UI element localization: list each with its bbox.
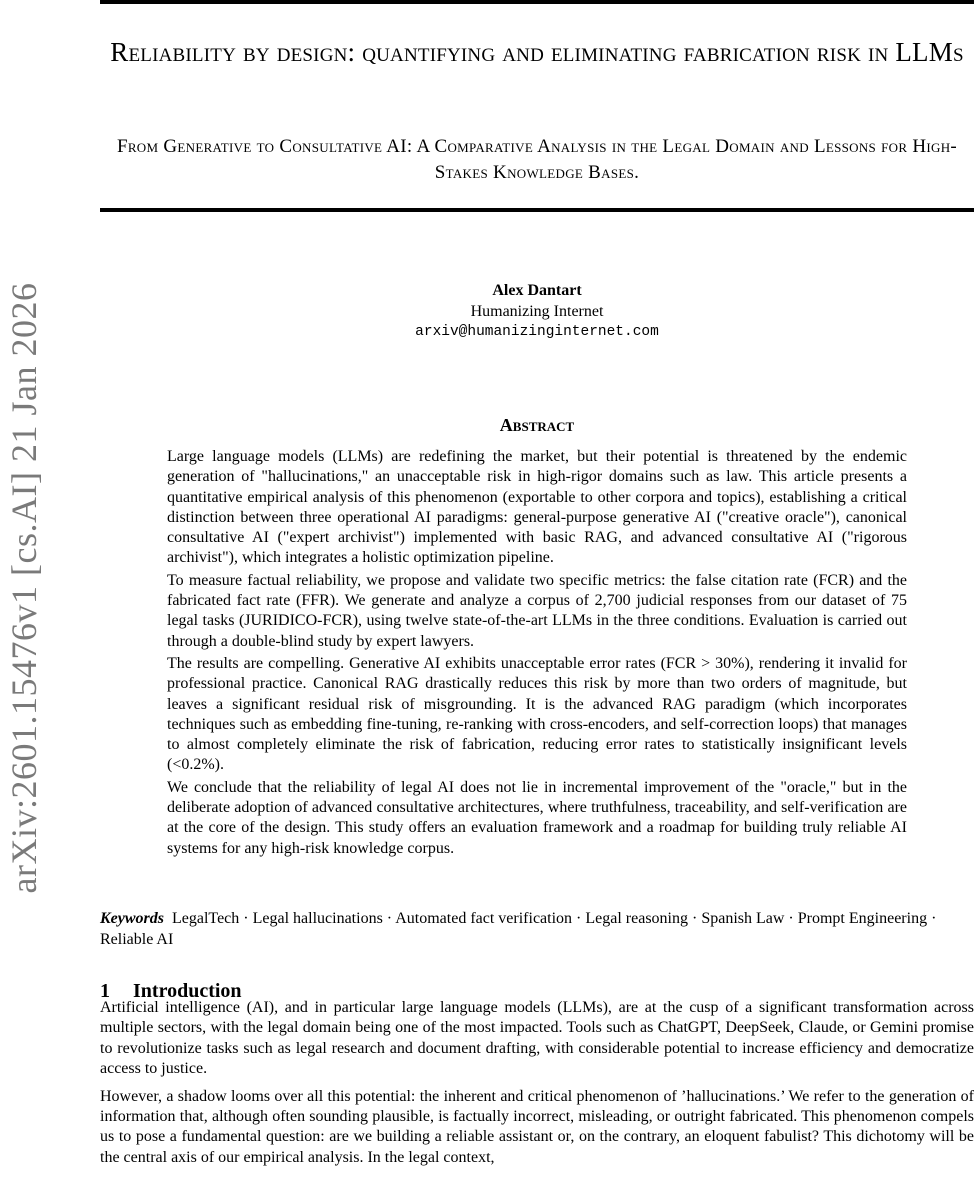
abstract-body — [167, 447, 907, 861]
abstract-paragraph: We conclude that the reliability of legal AI does not lie in incremental improvement of the "oracle," but in the deliberate adoption of advanced consultative architectures, where truthfulness, traceability, and self-verification are at the core of the design. This study offers an evaluation framework and a roadmap for building truly reliable AI systems for any high-risk knowledge corpus. — [167, 778, 907, 857]
abstract-paragraph: To measure factual reliability, we propose and validate two specific metrics: the false citation rate (FCR) and the fabricated fact rate (FFR). We generate and analyze a corpus of 2,700 judicial responses from our dataset of 75 legal tasks (JURIDICO-FCR), using twelve state-of-the-art LLMs in the three conditions. Evaluation is carried out through a double-blind study by expert lawyers. — [167, 571, 907, 650]
body-paragraph: Artificial intelligence (AI), and in particular large language models (LLMs), are at the cusp of a significant transformation across multiple sectors, with the legal domain being one of the most impacted. Tools such as ChatGPT, DeepSeek, Claude, or Gemini promise to revolutionize tasks such as legal research and document drafting, with considerable potential to increase efficiency and democratize access to justice. — [100, 999, 974, 1078]
author-affiliation: Humanizing Internet — [470, 303, 604, 320]
author-email[interactable]: arxiv@humanizinginternet.com — [415, 324, 659, 340]
body-paragraph: However, a shadow looms over all this potential: the inherent and critical phenomenon of ’hallucinations.’ We refer to the generation of information that, although often sounding plausible, is factually incorrect, misleading, or outright fabricated. This phenomenon compels us to pose a fundamental question: are we building a reliable assistant or, on the contrary, an eloquent fabulist? This dichotomy will be the central axis of our empirical analysis. In the legal context, — [100, 1087, 974, 1166]
arxiv-identifier: arXiv:2601.15476v1 [cs.AI] 21 Jan 2026 — [4, 282, 44, 894]
author-name: Alex Dantart — [492, 282, 582, 299]
section-title: Introduction — [133, 980, 242, 1002]
keywords-list: LegalTech · Legal hallucinations · Automated fact verification · Legal reasoning · Spanish Law · Prompt Engineering · Reliable AI — [100, 910, 937, 948]
title-rule-bottom — [100, 208, 974, 212]
keywords-label: Keywords — [100, 910, 164, 927]
paper-title: Reliability by design: quantifying and eliminating fabrication risk in LLMs — [110, 37, 964, 67]
abstract-paragraph: Large language models (LLMs) are redefining the market, but their potential is threatened by the endemic generation of "hallucinations," an unacceptable risk in high-rigor domains such as law. This article presents a quantitative empirical analysis of this phenomenon (exportable to other corpora and topics), establishing a critical distinction between three operational AI paradigms: general-purpose generative AI ("creative oracle"), canonical consultative AI ("expert archivist") implemented with basic RAG, and advanced consultative AI ("rigorous archivist"), which integrates a holistic optimization pipeline. — [167, 448, 907, 567]
abstract-paragraph: The results are compelling. Generative AI exhibits unacceptable error rates (FCR > 30%), rendering it invalid for professional practice. Canonical RAG drastically reduces this risk by more than two orders of magnitude, but leaves a significant residual risk of misgrounding. It is the advanced RAG paradigm (which incorporates techniques such as embedding fine-tuning, re-ranking with cross-encoders, and self-correction loops) that manages to almost completely eliminate the risk of fabrication, reducing error rates to statistically insignificant levels (<0.2%). — [167, 654, 907, 774]
section-body — [100, 998, 974, 1175]
section-number: 1 — [100, 980, 110, 1002]
paper-subtitle: From Generative to Consultative AI: A Comparative Analysis in the Legal Domain and Lessons for High-Stakes Knowledge Bases. — [116, 136, 958, 183]
author-block — [100, 280, 974, 343]
keywords-block — [100, 909, 974, 950]
abstract-heading: Abstract — [499, 415, 575, 435]
title-rule-top — [100, 0, 974, 4]
